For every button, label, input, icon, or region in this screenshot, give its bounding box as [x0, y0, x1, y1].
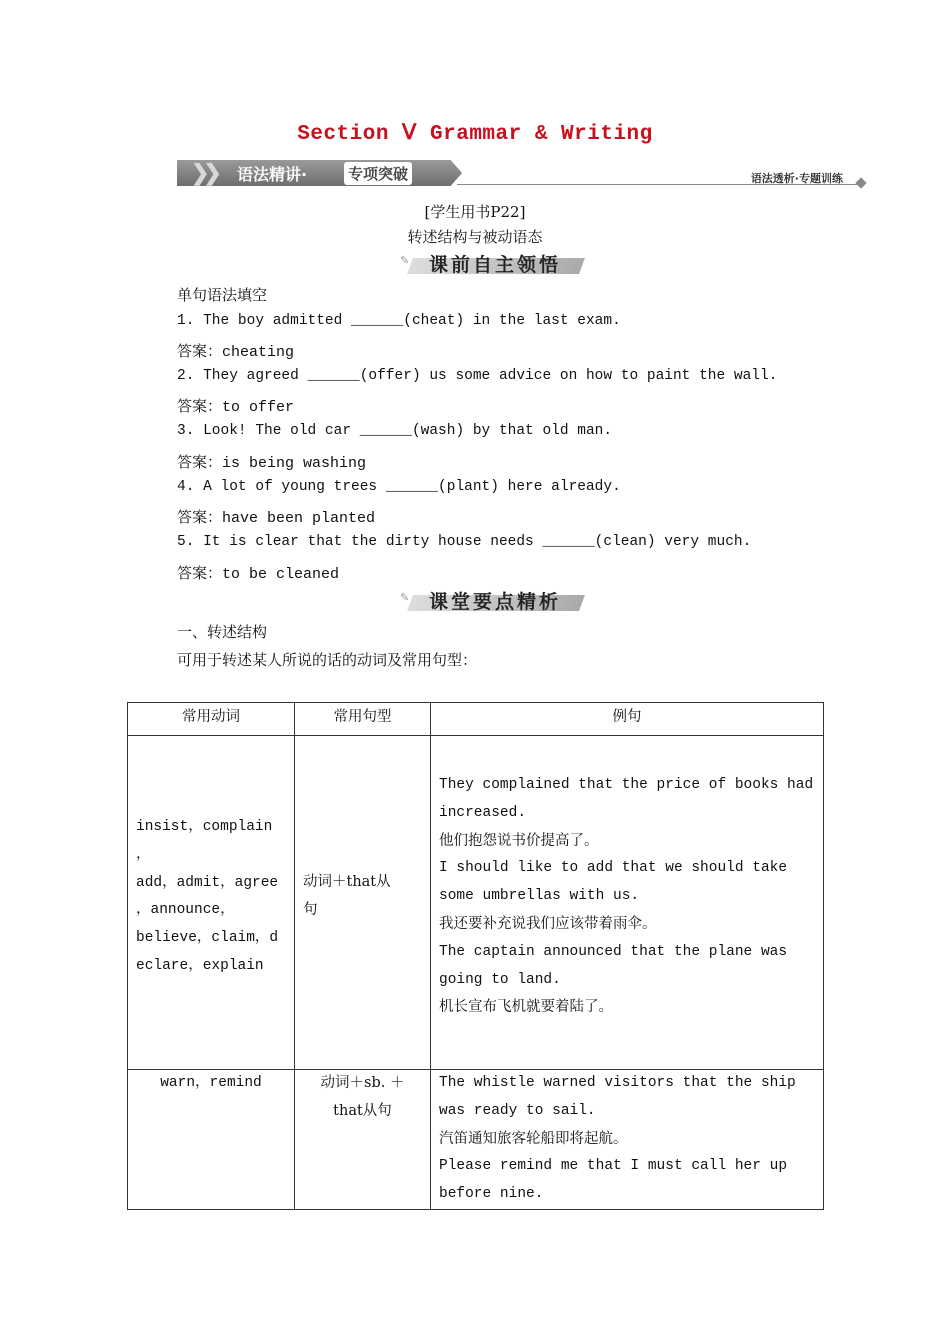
cell-line: going to land. [439, 971, 561, 988]
cell-line: 汽笛通知旅客轮船即将起航。 [439, 1130, 628, 1147]
section-heading-class [400, 587, 590, 615]
answer-text: 答案：cheating [177, 344, 295, 361]
example-cell [431, 736, 824, 1070]
question-3: 3. Look! The old car ______(wash) by that old man. [177, 423, 613, 439]
answer-3 [177, 451, 366, 472]
cell-line: ，announce， [136, 902, 235, 919]
pattern-cell [295, 1070, 431, 1210]
cell-line: The captain announced that the plane was [439, 943, 788, 960]
answer-1 [177, 340, 294, 361]
cell-line: increased. [439, 804, 527, 821]
section-heading-preview [400, 250, 590, 278]
banner-left-label: 语法精讲· [237, 165, 308, 184]
cell-line: Please remind me that I must call her up [439, 1158, 788, 1175]
cell-line: warn，remind [160, 1075, 262, 1091]
verbs-cell [128, 736, 295, 1070]
cell-line: The whistle warned visitors that the ship [439, 1075, 796, 1091]
reporting-verbs-table [127, 702, 824, 1210]
banner-left-tag: 专项突破 [344, 162, 412, 185]
table-header: 常用动词 [128, 703, 295, 736]
answer-text: 答案：is being washing [177, 455, 367, 472]
pattern-cell [295, 736, 431, 1070]
cell-line: 我还要补充说我们应该带着雨伞。 [439, 915, 657, 932]
section-banner [177, 158, 867, 190]
diamond-icon [855, 177, 866, 188]
cell-line: add，admit，agree [136, 874, 279, 891]
section-heading-text: 课堂要点精析 [428, 591, 561, 613]
cell-line: I should like to add that we should take [439, 860, 788, 877]
cell-line: insist，complain [136, 819, 273, 835]
banner-bar [177, 160, 462, 186]
table-row [128, 736, 824, 1070]
cell-line: 动词＋that从 [303, 874, 391, 890]
table-row [128, 1070, 824, 1210]
topic-title: 转述结构与被动语态 [407, 228, 543, 246]
banner-right-label: 语法透析·专题训练 [750, 172, 843, 185]
cell-line: 他们抱怨说书价提高了。 [439, 832, 599, 849]
table-header: 例句 [431, 703, 824, 736]
exercise-subheading: 单句语法填空 [177, 286, 268, 304]
answer-2 [177, 395, 294, 416]
answer-4 [177, 506, 375, 527]
cell-line: 句 [303, 901, 318, 918]
point-intro: 可用于转述某人所说的话的动词及常用句型： [177, 651, 478, 669]
cell-line: ， [136, 846, 151, 863]
question-2: 2. They agreed ______(offer) us some advice on how to paint the wall. [177, 368, 778, 384]
table-header: 常用句型 [295, 703, 431, 736]
pen-icon: ✎ [400, 254, 410, 267]
point-heading: 一、转述结构 [177, 623, 268, 641]
example-cell [431, 1070, 824, 1210]
cell-line: some umbrellas with us. [439, 888, 640, 905]
cell-line: believe，claim，d [136, 930, 279, 947]
question-4: 4. A lot of young trees ______(plant) here already. [177, 479, 621, 495]
page-title: Section Ⅴ Grammar & Writing [297, 123, 653, 146]
cell-line: that从句 [333, 1102, 392, 1119]
pen-icon: ✎ [400, 591, 410, 604]
cell-line: before nine. [439, 1186, 544, 1203]
verbs-cell [128, 1070, 295, 1210]
book-reference: [学生用书P22] [424, 203, 526, 221]
question-5: 5. It is clear that the dirty house needs ______(clean) very much. [177, 534, 752, 550]
chevron-right-icon: ❯❯ [191, 160, 216, 186]
answer-text: 答案：have been planted [177, 510, 376, 527]
cell-line: 机长宣布飞机就要着陆了。 [439, 999, 613, 1016]
cell-line: was ready to sail. [439, 1102, 596, 1119]
answer-text: 答案：to be cleaned [177, 566, 340, 583]
cell-line: eclare，explain [136, 957, 264, 974]
question-1: 1. The boy admitted ______(cheat) in the last exam. [177, 313, 621, 329]
cell-line: They complained that the price of books had [439, 777, 814, 793]
cell-line: 动词＋sb. ＋ [320, 1075, 405, 1091]
section-heading-text: 课前自主领悟 [428, 254, 561, 276]
table-header-row [128, 703, 824, 736]
answer-5 [177, 562, 339, 583]
answer-text: 答案：to offer [177, 399, 295, 416]
